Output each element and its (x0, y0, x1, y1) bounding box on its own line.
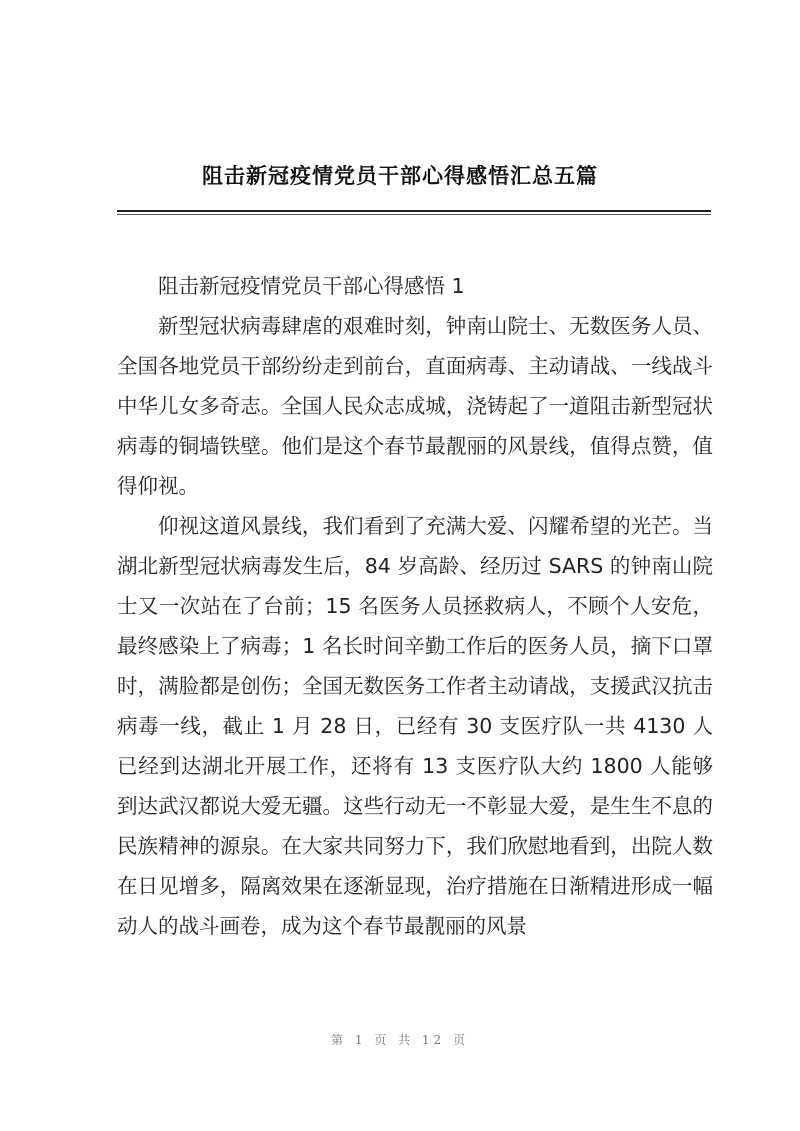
title-divider (117, 210, 711, 212)
paragraph-2: 仰视这道风景线，我们看到了充满大爱、闪耀希望的光芒。当湖北新型冠状病毒发生后，84 岁高龄、经历过 SARS 的钟南山院士又一次站在了台前；15 名医务人员拯救病人，不顾个人安危，最终感染上了病毒；1 名长时间辛勤工作后的医务人员，摘下口罩时，满脸都是创伤；全国无数医务工作者主动请战，支援武汉抗击病毒一线，截止 1 月 28 日，已经有 30 支医疗队一共 4130 人已经到达湖北开展工作，还将有 13 支医疗队大约 1800 人能够到达武汉都说大爱无疆。这些行动无一不彰显大爱，是生生不息的民族精神的源泉。在大家共同努力下，我们欣慰地看到，出院人数在日见增多，隔离效果在逐渐显现，治疗措施在日渐精进形成一幅动人的战斗画卷，成为这个春节最靓丽的风景 (117, 514, 713, 938)
document-title: 阻击新冠疫情党员干部心得感悟汇总五篇 (202, 164, 598, 188)
page-number: 第 1 页 共 12 页 (331, 1033, 469, 1047)
title-divider-thin (117, 214, 711, 215)
paragraph-1: 新型冠状病毒肆虐的艰难时刻，钟南山院士、无数医务人员、全国各地党员干部纷纷走到前台，直面病毒、主动请战、一线战斗中华儿女多奇志。全国人民众志成城，浇铸起了一道阻击新型冠状病毒的铜墙铁壁。他们是这个春节最靓丽的风景线，值得点赞，值得仰视。 (117, 314, 713, 498)
section-heading: 阻击新冠疫情党员干部心得感悟 1 (158, 274, 465, 298)
document-body (117, 266, 713, 946)
